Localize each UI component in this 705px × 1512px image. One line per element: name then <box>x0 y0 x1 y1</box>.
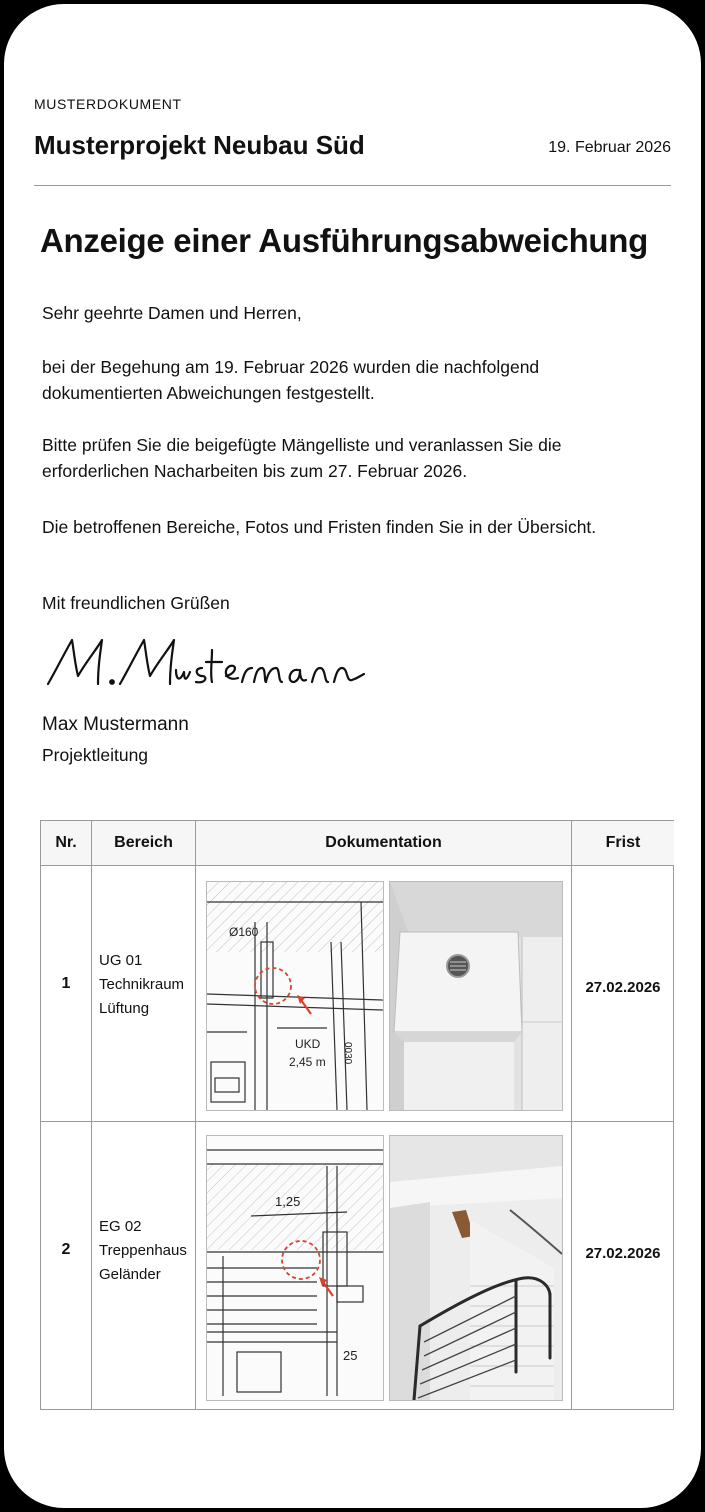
area-code: UG 01 <box>99 952 143 969</box>
plan-label: 2,45 m <box>289 1055 326 1069</box>
area-room: Treppenhaus <box>99 1242 187 1259</box>
row-divider <box>41 865 673 866</box>
area-room: Technikraum <box>99 976 185 993</box>
deficiency-table <box>40 820 674 1410</box>
plan-label: Ø160 <box>229 925 259 939</box>
document-screen <box>4 4 701 1508</box>
paragraph-2-line-2: erforderlichen Nacharbeiten bis zum 27. Februar 2026. <box>42 461 468 481</box>
signer-name: Max Mustermann <box>42 714 189 735</box>
row-number: 2 <box>61 1241 71 1258</box>
column-divider <box>195 821 196 1409</box>
document-label: MUSTERDOKUMENT <box>34 96 182 112</box>
handwritten-signature <box>42 632 402 702</box>
area-code: EG 02 <box>99 1218 142 1235</box>
plan-label: 1,25 <box>275 1194 301 1209</box>
page-title: Anzeige einer Ausführungsabweichung <box>40 222 649 259</box>
floor-plan-image <box>206 1135 384 1401</box>
row-number: 1 <box>61 975 71 992</box>
salutation: Sehr geehrte Damen und Herren, <box>42 303 302 323</box>
paragraph-2-line-1: Bitte prüfen Sie die beigefügte Mängelliste und veranlassen Sie die <box>42 435 562 455</box>
floor-plan-image <box>206 881 384 1111</box>
row-area <box>99 1215 199 1287</box>
document-date: 19. Februar 2026 <box>548 139 671 156</box>
column-divider <box>571 821 572 1409</box>
area-item: Lüftung <box>99 1000 150 1017</box>
plan-label: 25 <box>343 1348 358 1363</box>
column-header-area: Bereich <box>92 821 195 865</box>
paragraph-2 <box>42 432 672 484</box>
area-item: Geländer <box>99 1266 161 1283</box>
column-header-nr: Nr. <box>41 821 91 865</box>
column-header-documentation: Dokumentation <box>196 821 571 865</box>
column-divider <box>91 821 92 1409</box>
closing: Mit freundlichen Grüßen <box>42 593 230 613</box>
row-area <box>99 949 199 1021</box>
plan-label: 0030 <box>342 1042 353 1065</box>
paragraph-1-line-2: dokumentierten Abweichungen festgestellt. <box>42 383 375 403</box>
paragraph-3: Die betroffenen Bereiche, Fotos und Fristen finden Sie in der Übersicht. <box>42 517 597 537</box>
column-header-deadline: Frist <box>572 821 674 865</box>
site-photo <box>389 1135 563 1401</box>
header-divider <box>34 185 671 186</box>
paragraph-1 <box>42 354 672 406</box>
row-divider <box>41 1121 673 1122</box>
row-deadline: 27.02.2026 <box>585 979 661 996</box>
row-deadline: 27.02.2026 <box>585 1245 661 1262</box>
signer-role: Projektleitung <box>42 745 149 765</box>
site-photo <box>389 881 563 1111</box>
plan-label: UKD <box>295 1037 321 1051</box>
project-title: Musterprojekt Neubau Süd <box>34 130 365 160</box>
paragraph-1-line-1: bei der Begehung am 19. Februar 2026 wurden die nachfolgend <box>42 357 540 377</box>
